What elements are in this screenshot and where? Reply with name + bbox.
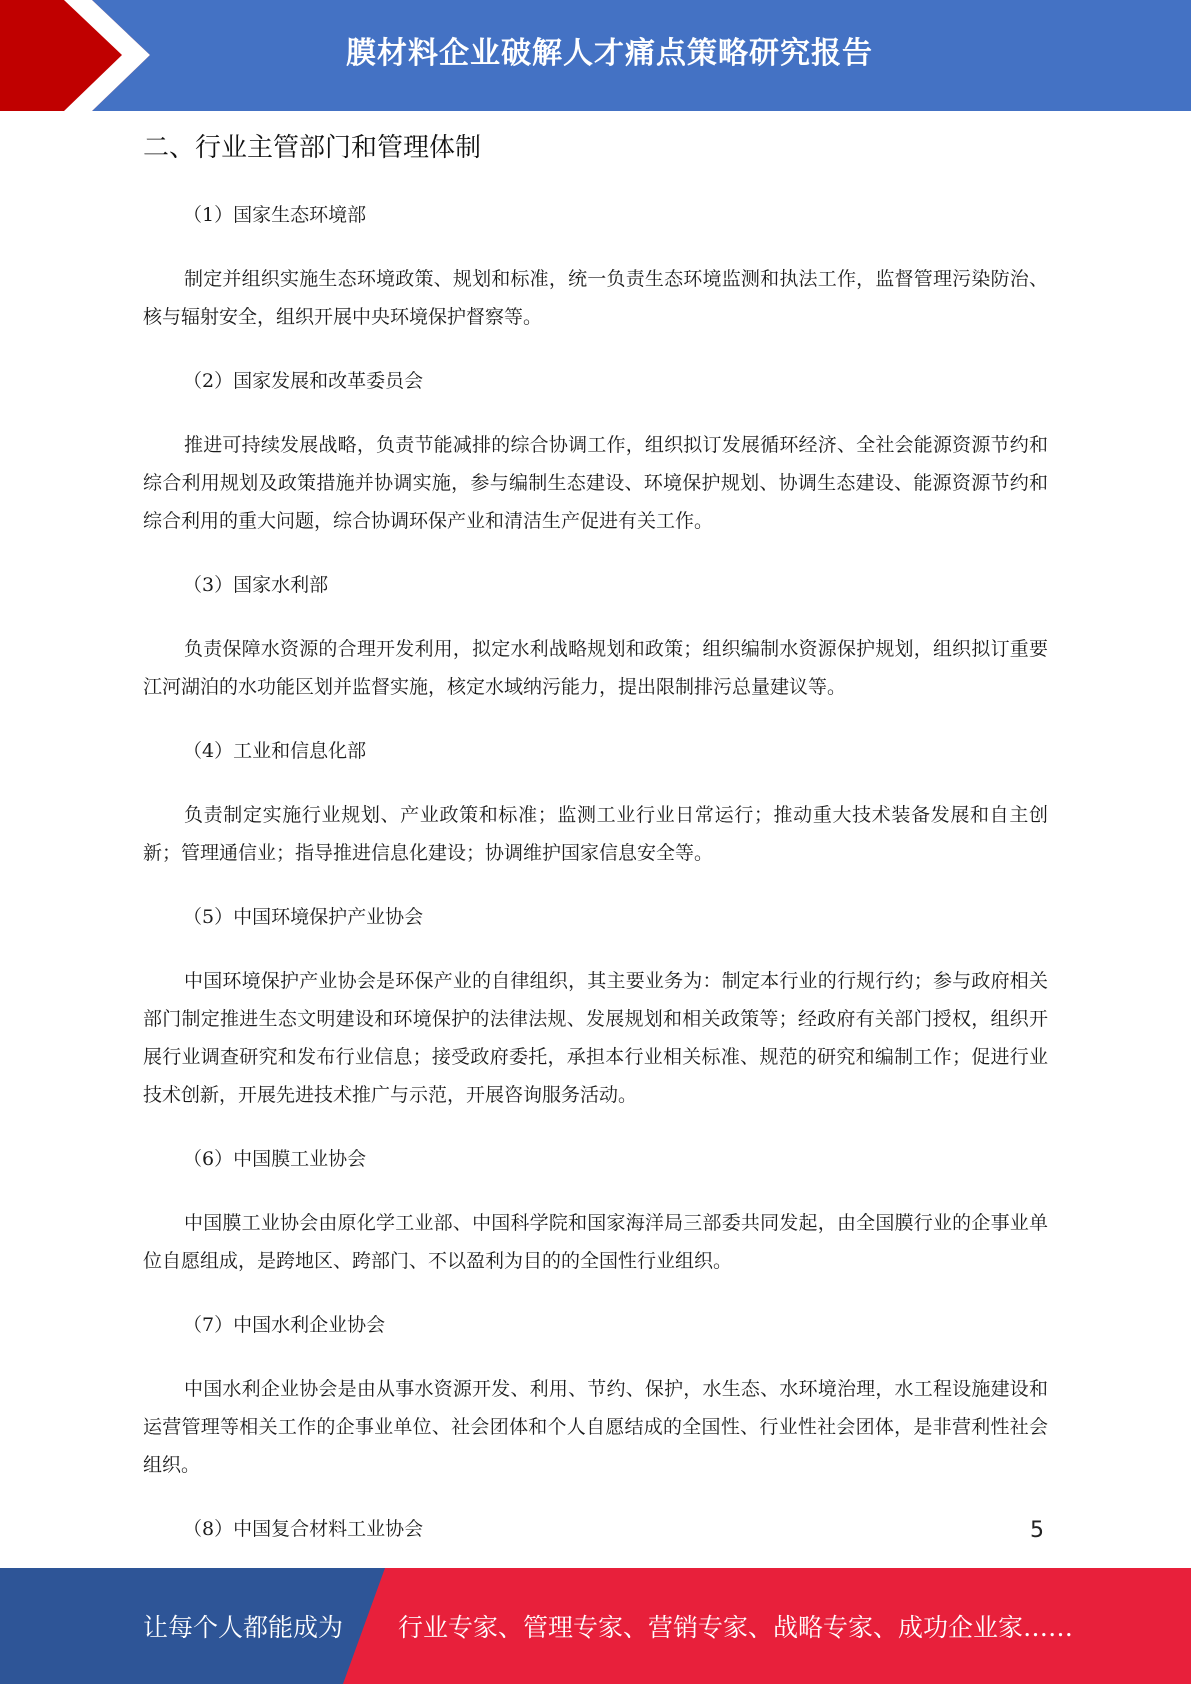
entry-body: 负责制定实施行业规划、产业政策和标准；监测工业行业日常运行；推动重大技术装备发展和自主创新；管理通信业；指导推进信息化建设；协调维护国家信息安全等。: [143, 804, 1048, 864]
page-header: [0, 0, 1191, 111]
footer-slogan-left: 让每个人都能成为: [143, 1613, 344, 1642]
entry-heading: （6）中国膜工业协会: [183, 1148, 367, 1170]
entry-body: 负责保障水资源的合理开发利用，拟定水利战略规划和政策；组织编制水资源保护规划，组织拟订重要江河湖泊的水功能区划并监督实施，核定水域纳污能力，提出限制排污总量建议等。: [143, 638, 1048, 698]
entry-5: [143, 904, 1048, 1114]
entry-2: [143, 368, 1048, 540]
entry-3: [143, 572, 1048, 706]
entry-8: [143, 1516, 1048, 1542]
entry-7: [143, 1312, 1048, 1484]
entry-heading: （2）国家发展和改革委员会: [183, 370, 424, 392]
report-title: 膜材料企业破解人才痛点策略研究报告: [346, 36, 873, 71]
entry-heading: （1）国家生态环境部: [183, 204, 367, 226]
entry-heading: （3）国家水利部: [183, 574, 329, 596]
entry-body: 中国水利企业协会是由从事水资源开发、利用、节约、保护，水生态、水环境治理，水工程设施建设和运营管理等相关工作的企事业单位、社会团体和个人自愿结成的全国性、行业性社会团体，是非营利性社会组织。: [143, 1378, 1048, 1476]
page-footer: [0, 1568, 1191, 1684]
entry-heading: （7）中国水利企业协会: [183, 1314, 386, 1336]
section-title: 二、行业主管部门和管理体制: [143, 133, 482, 163]
entry-1: [143, 202, 1048, 336]
entry-body: 制定并组织实施生态环境政策、规划和标准，统一负责生态环境监测和执法工作，监督管理污染防治、核与辐射安全，组织开展中央环境保护督察等。: [143, 268, 1048, 328]
entry-heading: （4）工业和信息化部: [183, 740, 367, 762]
footer-slogan-right: 行业专家、管理专家、营销专家、战略专家、成功企业家……: [398, 1613, 1074, 1642]
entry-6: [143, 1146, 1048, 1280]
page-number: 5: [1030, 1518, 1044, 1543]
entry-heading: （5）中国环境保护产业协会: [183, 906, 424, 928]
entry-heading: （8）中国复合材料工业协会: [183, 1518, 424, 1540]
entry-4: [143, 738, 1048, 872]
entry-body: 中国膜工业协会由原化学工业部、中国科学院和国家海洋局三部委共同发起，由全国膜行业的企事业单位自愿组成，是跨地区、跨部门、不以盈利为目的的全国性行业组织。: [143, 1212, 1048, 1272]
entry-body: 推进可持续发展战略，负责节能减排的综合协调工作，组织拟订发展循环经济、全社会能源资源节约和综合利用规划及政策措施并协调实施，参与编制生态建设、环境保护规划、协调生态建设、能源资源节约和综合利用的重大问题，综合协调环保产业和清洁生产促进有关工作。: [143, 434, 1048, 532]
entry-body: 中国环境保护产业协会是环保产业的自律组织，其主要业务为：制定本行业的行规行约；参与政府相关部门制定推进生态文明建设和环境保护的法律法规、发展规划和相关政策等；经政府有关部门授权，组织开展行业调查研究和发布行业信息；接受政府委托，承担本行业相关标准、规范的研究和编制工作；促进行业技术创新，开展先进技术推广与示范，开展咨询服务活动。: [143, 970, 1048, 1106]
page-content: [143, 128, 1048, 1574]
